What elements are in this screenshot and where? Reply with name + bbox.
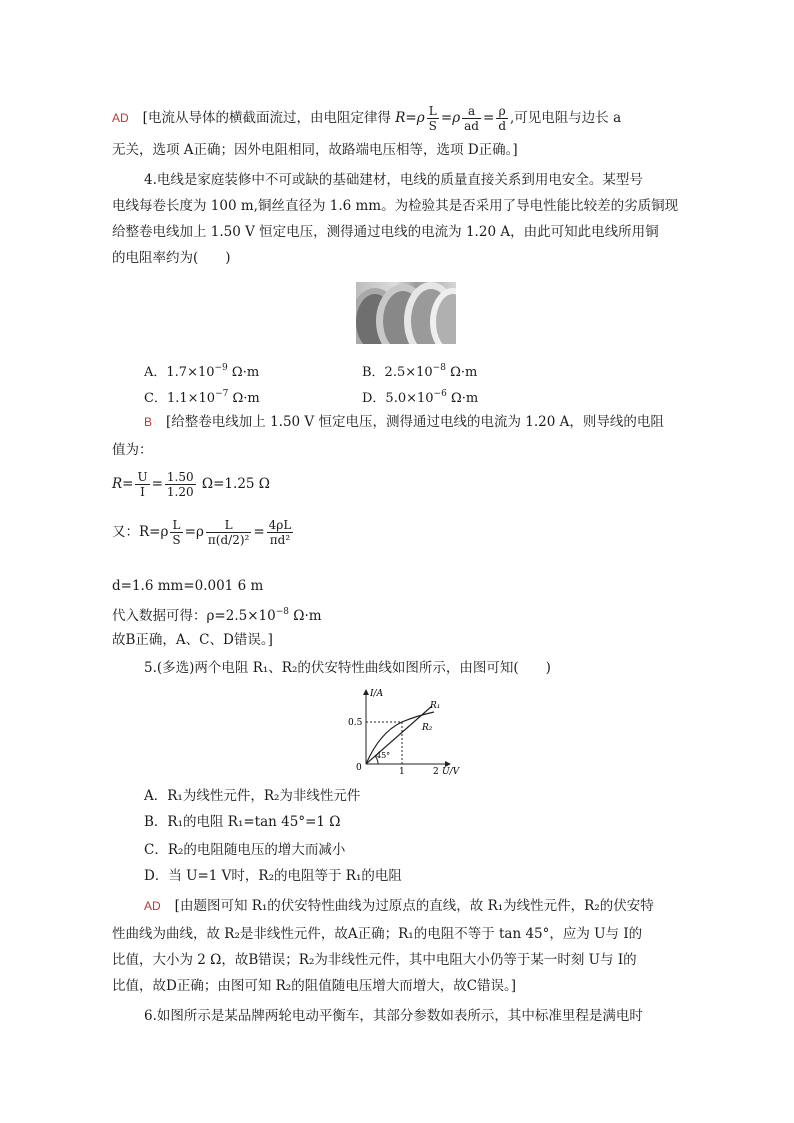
- frac-denominator: S: [172, 533, 181, 547]
- exponent: −8: [432, 363, 446, 373]
- formula-part: =: [253, 524, 265, 540]
- option-unit: Ω·m: [228, 391, 260, 406]
- q4-stem-line4: 的电阻率约为( ): [112, 250, 231, 266]
- option-text: B．2.5×10: [362, 365, 433, 380]
- formula-part: =ρ: [184, 524, 204, 540]
- frac-denominator: S: [428, 119, 437, 133]
- q4-answer-text: [给整卷电线加上 1.50 V 恒定电压，测得通过电线的电流为 1.20 A，则导线的电阻: [166, 414, 664, 430]
- q4-equation-2: [112, 518, 295, 547]
- formula-part: R=: [112, 476, 134, 492]
- formula-part: =: [483, 110, 495, 126]
- fraction: [462, 104, 481, 133]
- frac-denominator: πd²: [269, 533, 291, 547]
- q5-option-c: C．R₂的电阻随电压的增大而减小: [144, 842, 346, 858]
- q4-stem-line2: 电线每卷长度为 100 m,铜丝直径为 1.6 mm。为检验其是否采用了导电性能比较差的劣质铜现: [112, 198, 679, 214]
- x-axis-label: U/V: [442, 767, 460, 777]
- q4-conclusion: 故B正确，A、C、D错误。]: [112, 632, 273, 648]
- q4-stem-line1: 4.电线是家庭装修中不可或缺的基础建材，电线的质量直接关系到用电安全。某型号: [144, 172, 643, 188]
- q5-answer-text: [由题图可知 R₁的伏安特性曲线为过原点的直线，故 R₁为线性元件，R₂的伏安特: [174, 898, 654, 914]
- y-axis-label: I/A: [370, 689, 384, 699]
- q5-option-a: A．R₁为线性元件，R₂为非线性元件: [144, 788, 361, 804]
- answer-letter: AD: [144, 899, 161, 913]
- frac-denominator: d: [498, 119, 506, 133]
- q6-stem: 6.如图所示是某品牌两轮电动平衡车，其部分参数如表所示，其中标准里程是满电时: [144, 1008, 643, 1024]
- origin-label: 0: [356, 763, 362, 773]
- q4-option-d: [362, 384, 478, 409]
- q4-option-a: [144, 358, 259, 383]
- formula-part: Ω=1.25 Ω: [197, 476, 270, 492]
- frac-denominator: π(d/2)²: [207, 533, 250, 547]
- frac-numerator: L: [170, 518, 182, 533]
- q4-equation-4: [112, 602, 322, 626]
- exponent: −7: [215, 389, 229, 399]
- frac-denominator: ad: [464, 119, 479, 133]
- frac-numerator: U: [137, 470, 148, 484]
- frac-numerator: 1.50: [166, 470, 194, 484]
- frac-numerator: L: [427, 104, 439, 119]
- option-unit: Ω·m: [446, 391, 479, 406]
- q3-answer-line1: [112, 104, 621, 133]
- q5-answer-line2: 性曲线为曲线，故 R₂是非线性元件，故A正确；R₁的电阻不等于 tan 45°，应为 U与 I的: [112, 926, 643, 942]
- iv-characteristic-graph: [340, 686, 470, 778]
- fraction: [170, 518, 182, 547]
- q4-equation-1: [112, 470, 270, 499]
- q5-answer-line3: 比值，大小为 2 Ω，故B错误；R₂为非线性元件，其中电阻大小仍等于某一时刻 U与 I的: [112, 952, 637, 968]
- formula-part: 又：R=ρ: [112, 524, 169, 540]
- fraction: [206, 518, 251, 547]
- option-unit: Ω·m: [227, 365, 260, 380]
- angle-label: 45°: [376, 751, 391, 760]
- frac-numerator: ρ: [496, 104, 508, 119]
- frac-denominator: I: [140, 485, 145, 499]
- x-tick-1: 1: [399, 767, 405, 777]
- frac-numerator: L: [206, 518, 251, 533]
- x-tick-2: 2: [433, 767, 439, 777]
- q4-stem-line3: 给整卷电线加上 1.50 V 恒定电压，测得通过电线的电流为 1.20 A，由此可知此电线所用铜: [112, 224, 659, 240]
- formula-part: Ω·m: [289, 608, 322, 624]
- fraction: [427, 104, 439, 133]
- q3-answer-text: [电流从导体的横截面流过，由电阻定律得: [142, 110, 391, 126]
- r2-label: R₂: [422, 723, 433, 733]
- formula-part: =: [151, 476, 163, 492]
- frac-numerator: a: [462, 104, 481, 119]
- fraction: [267, 518, 294, 547]
- q3-answer-line2: 无关，选项 A正确；因外电阻相同，故路端电压相等，选项 D正确。]: [112, 142, 518, 158]
- q5-stem: 5.(多选)两个电阻 R₁、R₂的伏安特性曲线如图所示，由图可知( ): [144, 660, 551, 676]
- cable-coils-photo: [356, 282, 456, 344]
- formula-part: 代入数据可得：ρ=2.5×10: [112, 608, 276, 624]
- exponent: −6: [433, 389, 447, 399]
- q5-answer-line1: [144, 896, 654, 916]
- fraction: [496, 104, 508, 133]
- exponent: −8: [275, 607, 289, 617]
- fraction: [135, 470, 149, 499]
- formula-part: =ρ: [440, 110, 461, 126]
- fraction: [165, 470, 196, 499]
- q4-answer-line2: 值为：: [112, 442, 153, 458]
- formula-r: R=ρ: [395, 110, 425, 126]
- q5-option-b: B．R₁的电阻 R₁=tan 45°=1 Ω: [144, 814, 341, 830]
- r1-label: R₁: [430, 701, 441, 711]
- exponent: −9: [214, 363, 228, 373]
- answer-letter: B: [144, 415, 153, 429]
- y-tick-label: 0.5: [348, 718, 363, 728]
- q3-answer-end: ,可见电阻与边长 a: [510, 110, 622, 126]
- q4-option-b: [362, 358, 477, 383]
- frac-numerator: 4ρL: [268, 518, 292, 532]
- q5-option-d: D．当 U=1 V时，R₂的电阻等于 R₁的电阻: [144, 868, 402, 884]
- frac-denominator: 1.20: [166, 485, 194, 499]
- option-text: A．1.7×10: [144, 365, 215, 380]
- q4-equation-3: d=1.6 mm=0.001 6 m: [112, 578, 264, 594]
- option-text: D．5.0×10: [362, 391, 434, 406]
- option-text: C．1.1×10: [144, 391, 216, 406]
- q5-answer-line4: 比值，故D正确；由图可知 R₂的阻值随电压增大而增大，故C错误。]: [112, 978, 517, 994]
- answer-letter: AD: [112, 111, 129, 125]
- q4-option-c: [144, 384, 260, 409]
- option-unit: Ω·m: [445, 365, 478, 380]
- q4-answer-line1: [144, 412, 664, 432]
